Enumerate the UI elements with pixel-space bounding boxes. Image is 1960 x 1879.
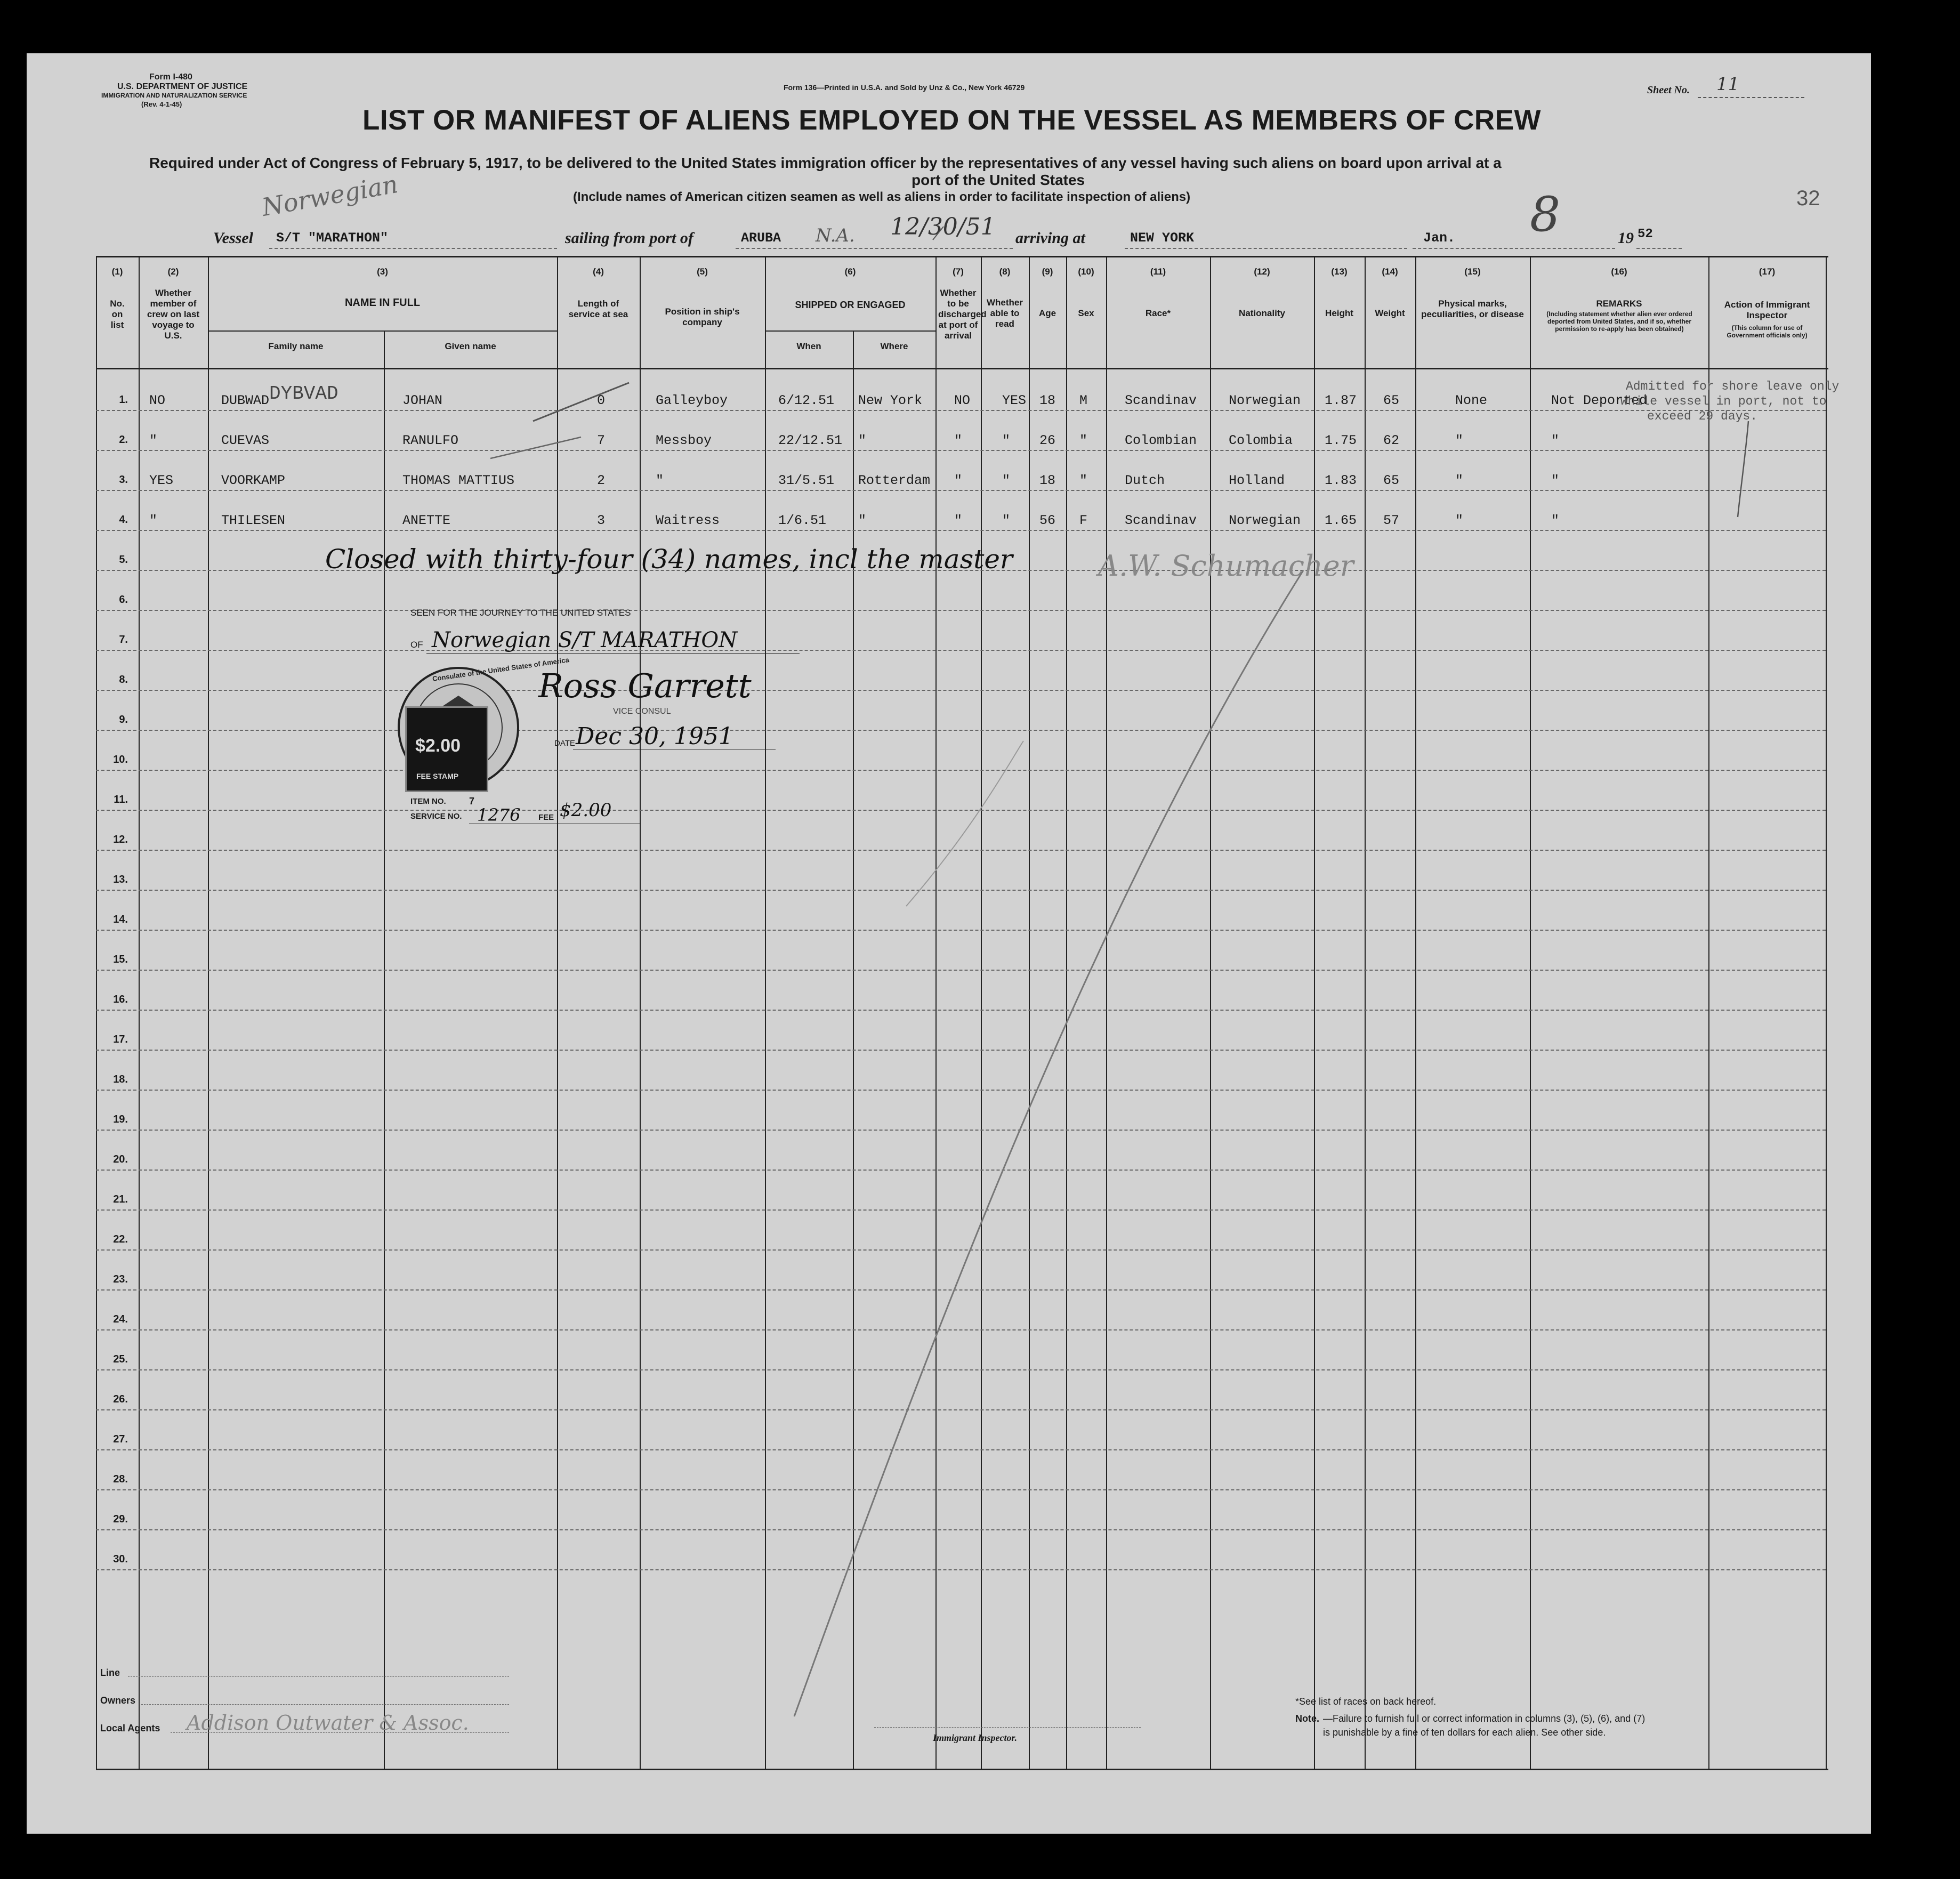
col-10-header: Sex: [1078, 308, 1094, 318]
col-5-header: Position in ship's company: [665, 307, 740, 327]
physical-marks-cell: None: [1455, 393, 1488, 408]
col-3-number: (3): [377, 267, 388, 277]
given-name-cell: THOMAS MATTIUS: [402, 473, 515, 488]
fee-label: FEE: [538, 813, 554, 822]
footer-owners-label: Owners: [100, 1695, 136, 1706]
row-number: 7.: [119, 634, 128, 646]
race-cell: Dutch: [1125, 473, 1165, 488]
sex-cell: M: [1079, 393, 1088, 408]
age-cell: 18: [1039, 393, 1056, 408]
position-cell: Messboy: [656, 433, 712, 448]
shore-leave-stamp-line-1: Admitted for shore leave only: [1626, 380, 1840, 393]
fee-stamp-label: FEE STAMP: [416, 772, 459, 780]
remarks-cell: Not Deported: [1551, 393, 1648, 408]
row-number: 4.: [119, 514, 128, 526]
nationality-cell: Norwegian: [1229, 393, 1301, 408]
col-17-note: (This column for use of Government officials only): [1727, 324, 1808, 339]
row-number: 17.: [113, 1034, 128, 1045]
shipped-where-cell: ": [858, 433, 867, 448]
row-number: 26.: [113, 1393, 128, 1405]
sex-cell: F: [1079, 513, 1088, 528]
family-name-cell: DUBWAD: [221, 393, 270, 408]
row-number: 20.: [113, 1154, 128, 1165]
age-cell: 26: [1039, 433, 1056, 448]
port-note: N.A.: [816, 225, 855, 246]
family-name-cell: CUEVAS: [221, 433, 270, 448]
footer-inspector-rule: [874, 1727, 1141, 1728]
year-prefix: 19: [1618, 229, 1634, 247]
remarks-cell: ": [1551, 513, 1560, 528]
col-12-number: (12): [1254, 267, 1270, 277]
row-number: 14.: [113, 914, 128, 925]
physical-marks-cell: ": [1455, 473, 1464, 488]
row-number: 22.: [113, 1233, 128, 1245]
col-11-number: (11): [1150, 267, 1166, 277]
remarks-cell: ": [1551, 433, 1560, 448]
shore-leave-stamp-line-3: exceed 29 days.: [1647, 409, 1758, 423]
col-9-header: Age: [1038, 308, 1056, 318]
shipped-when-cell: 1/6.51: [778, 513, 827, 528]
weight-cell: 62: [1383, 433, 1400, 448]
closing-note: Closed with thirty-four (34) names, incl the master: [325, 544, 1013, 575]
arrival-day: 8: [1530, 187, 1561, 243]
able-to-read-cell: ": [1002, 433, 1011, 448]
subtitle-line-2: port of the United States: [912, 172, 1085, 188]
pencil-strokes: [27, 53, 1871, 1834]
row-number: 9.: [119, 714, 128, 725]
row-number: 16.: [113, 994, 128, 1005]
col-15-number: (15): [1464, 267, 1481, 277]
sex-cell: ": [1079, 433, 1088, 448]
discharged-cell: NO: [954, 393, 971, 408]
col-8-number: (8): [999, 267, 1011, 277]
col-12-header: Nationality: [1239, 308, 1285, 318]
agency-name: U.S. DEPARTMENT OF JUSTICE: [117, 82, 248, 91]
footer-inspector-label: Immigrant Inspector.: [933, 1732, 1018, 1743]
row-number: 13.: [113, 874, 128, 885]
footer-note-label: Note.: [1295, 1713, 1319, 1724]
race-cell: Scandinav: [1125, 513, 1197, 528]
printer-line: Form 136—Printed in U.S.A. and Sold by Unz & Co., New York 46729: [784, 83, 1025, 92]
position-cell: Galleyboy: [656, 393, 728, 408]
col-13-header: Height: [1325, 308, 1353, 318]
able-to-read-cell: ": [1002, 513, 1011, 528]
agency-service: IMMIGRATION AND NATURALIZATION SERVICE: [101, 92, 247, 99]
col-17-header: Action of Immigrant Inspector: [1724, 300, 1810, 320]
col-8-header: Whether able to read: [987, 297, 1023, 329]
row-number: 28.: [113, 1473, 128, 1485]
col-16-number: (16): [1611, 267, 1627, 277]
row-number: 11.: [114, 794, 128, 805]
given-name-cell: RANULFO: [402, 433, 459, 448]
sheet-number: 11: [1716, 74, 1740, 95]
given-name-cell: JOHAN: [402, 393, 443, 408]
prev-voyage-cell: NO: [149, 393, 166, 408]
fee-stamp: [405, 706, 488, 792]
row-number: 29.: [113, 1513, 128, 1525]
row-number: 2.: [119, 434, 128, 446]
shipped-where-cell: New York: [858, 393, 923, 408]
shipped-where-cell: Rotterdam: [858, 473, 931, 488]
service-length-cell: 2: [597, 473, 606, 488]
col-10-number: (10): [1078, 267, 1094, 277]
item-number: 7: [469, 796, 475, 807]
col-1-number: (1): [111, 267, 123, 277]
col-14-header: Weight: [1375, 308, 1405, 318]
family-name-correction: DYBVAD: [269, 383, 338, 405]
inspector-signature: A.W. Schumacher: [1098, 549, 1354, 583]
remarks-cell: ": [1551, 473, 1560, 488]
item-number-label: ITEM NO.: [410, 797, 446, 806]
shipped-when-cell: 31/5.51: [778, 473, 835, 488]
discharged-cell: ": [954, 513, 963, 528]
service-number-label: SERVICE NO.: [410, 812, 462, 821]
prev-voyage-cell: ": [149, 433, 158, 448]
col-3-header: NAME IN FULL: [344, 297, 421, 309]
handwritten-nationality: Norwegian: [260, 170, 400, 222]
col-5-number: (5): [697, 267, 708, 277]
age-cell: 56: [1039, 513, 1056, 528]
nationality-cell: Holland: [1229, 473, 1285, 488]
consular-date-label: DATE: [554, 739, 575, 748]
position-cell: ": [656, 473, 664, 488]
service-length-cell: 7: [597, 433, 606, 448]
sheet-label: Sheet No.: [1647, 84, 1690, 96]
row-number: 27.: [113, 1433, 128, 1445]
col-16-note: (Including statement whether alien ever ordered deported from United States, and if so, whether permission to re-apply has been obtained): [1546, 310, 1692, 333]
col-13-number: (13): [1331, 267, 1348, 277]
height-cell: 1.75: [1325, 433, 1357, 448]
row-number: 30.: [113, 1553, 128, 1565]
row-number: 5.: [119, 554, 128, 566]
physical-marks-cell: ": [1455, 513, 1464, 528]
col-6-number: (6): [844, 267, 856, 277]
page-stamp-number: 32: [1796, 187, 1820, 210]
physical-marks-cell: ": [1455, 433, 1464, 448]
footer-agents-value: Addison Outwater & Assoc.: [187, 1711, 469, 1735]
race-cell: Colombian: [1125, 433, 1197, 448]
height-cell: 1.87: [1325, 393, 1357, 408]
col-6b-header: Where: [880, 341, 908, 351]
height-cell: 1.83: [1325, 473, 1357, 488]
weight-cell: 65: [1383, 473, 1400, 488]
footer-owners-rule: [141, 1704, 509, 1705]
row-number: 15.: [113, 954, 128, 965]
fee-stamp-amount: $2.00: [415, 736, 461, 756]
row-number: 25.: [113, 1353, 128, 1365]
col-4-header: Length of service at sea: [568, 299, 628, 319]
footer-agents-label: Local Agents: [100, 1723, 160, 1733]
col-16-header: REMARKS: [1596, 299, 1642, 309]
weight-cell: 57: [1383, 513, 1400, 528]
prev-voyage-cell: YES: [149, 473, 174, 488]
col-11-header: Race*: [1145, 308, 1171, 318]
consular-seen-line: SEEN FOR THE JOURNEY TO THE UNITED STATES: [410, 608, 631, 618]
row-number: 1.: [119, 394, 128, 406]
prev-voyage-cell: ": [149, 513, 158, 528]
col-2-header: Whether member of crew on last voyage to U.S.: [147, 288, 200, 341]
footer-line-label: Line: [100, 1667, 120, 1678]
sailing-label: sailing from port of: [565, 229, 693, 247]
row-number: 12.: [113, 834, 128, 845]
col-3b-header: Given name: [445, 341, 496, 351]
vessel-label: Vessel: [213, 229, 253, 247]
footer-note-3: is punishable by a fine of ten dollars for each alien. See other side.: [1323, 1727, 1606, 1738]
form-number: Form I-480: [149, 72, 192, 82]
service-length-cell: 0: [597, 393, 606, 408]
departure-port: ARUBA: [741, 230, 781, 246]
family-name-cell: VOORKAMP: [221, 473, 286, 488]
shore-leave-stamp-line-2: while vessel in port, not to: [1620, 394, 1827, 408]
shipped-where-cell: ": [858, 513, 867, 528]
footer-agents-rule: [171, 1732, 509, 1733]
form-revision: (Rev. 4-1-45): [141, 100, 182, 108]
subtitle-line-3: (Include names of American citizen seamen as well as aliens in order to facilitate inspection of aliens): [573, 190, 1191, 204]
row-number: 18.: [113, 1074, 128, 1085]
row-number: 6.: [119, 594, 128, 606]
row-number: 24.: [113, 1313, 128, 1325]
col-17-number: (17): [1759, 267, 1776, 277]
col-1-header: No. on list: [110, 299, 125, 330]
service-number: 1276: [477, 805, 521, 825]
col-14-number: (14): [1382, 267, 1398, 277]
col-7-number: (7): [953, 267, 964, 277]
arrival-month: Jan.: [1423, 230, 1456, 246]
row-number: 3.: [119, 474, 128, 486]
year-suffix: 52: [1638, 227, 1653, 241]
able-to-read-cell: ": [1002, 473, 1011, 488]
race-cell: Scandinav: [1125, 393, 1197, 408]
family-name-cell: THILESEN: [221, 513, 286, 528]
col-6-header: SHIPPED OR ENGAGED: [795, 300, 906, 310]
footer-note-2: —Failure to furnish full or correct information in columns (3), (5), (6), and (7): [1323, 1713, 1646, 1724]
footer-note-1: *See list of races on back hereof.: [1295, 1696, 1437, 1707]
vessel-name: S/T "MARATHON": [276, 230, 389, 246]
consular-of-rule: [426, 653, 800, 654]
shipped-when-cell: 22/12.51: [778, 433, 843, 448]
subtitle-line-1: Required under Act of Congress of February 5, 1917, to be delivered to the United States immigration officer by the representatives of any vessel having such aliens on board upon arrival at a: [149, 155, 1502, 171]
shipped-when-cell: 6/12.51: [778, 393, 835, 408]
able-to-read-cell: YES: [1002, 393, 1027, 408]
discharged-cell: ": [954, 473, 963, 488]
col-2-number: (2): [167, 267, 179, 277]
consul-signature: Ross Garrett: [538, 666, 752, 705]
manifest-sheet: [27, 53, 1871, 1834]
row-number: 21.: [113, 1193, 128, 1205]
position-cell: Waitress: [656, 513, 720, 528]
col-9-number: (9): [1042, 267, 1053, 277]
sex-cell: ": [1079, 473, 1088, 488]
nationality-cell: Colombia: [1229, 433, 1293, 448]
consular-of-label: OF: [410, 640, 423, 650]
arrival-port: NEW YORK: [1130, 230, 1195, 246]
arriving-label: arriving at: [1015, 229, 1085, 247]
age-cell: 18: [1039, 473, 1056, 488]
consular-date: Dec 30, 1951: [576, 723, 733, 750]
consular-seal-text: Consulate of the United States of America: [432, 656, 570, 683]
row-number: 8.: [119, 674, 128, 686]
col-6a-header: When: [796, 341, 821, 351]
col-4-number: (4): [593, 267, 604, 277]
service-length-cell: 3: [597, 513, 606, 528]
weight-cell: 65: [1383, 393, 1400, 408]
page-title: LIST OR MANIFEST OF ALIENS EMPLOYED ON THE VESSEL AS MEMBERS OF CREW: [362, 104, 1542, 136]
col-3a-header: Family name: [268, 341, 324, 351]
nationality-cell: Norwegian: [1229, 513, 1301, 528]
footer-line-rule: [128, 1676, 509, 1677]
fee-amount: $2.00: [560, 800, 612, 821]
row-number: 19.: [113, 1114, 128, 1125]
discharged-cell: ": [954, 433, 963, 448]
sail-date: 12/30/51: [890, 213, 996, 240]
given-name-cell: ANETTE: [402, 513, 451, 528]
row-number: 23.: [113, 1273, 128, 1285]
consular-vessel: Norwegian S/T MARATHON: [432, 628, 738, 652]
col-7-header: Whether to be discharged at port of arrival: [938, 288, 987, 341]
col-15-header: Physical marks, peculiarities, or disease: [1421, 299, 1524, 319]
consul-title: VICE CONSUL: [613, 707, 671, 716]
row-number: 10.: [113, 754, 128, 765]
height-cell: 1.65: [1325, 513, 1357, 528]
